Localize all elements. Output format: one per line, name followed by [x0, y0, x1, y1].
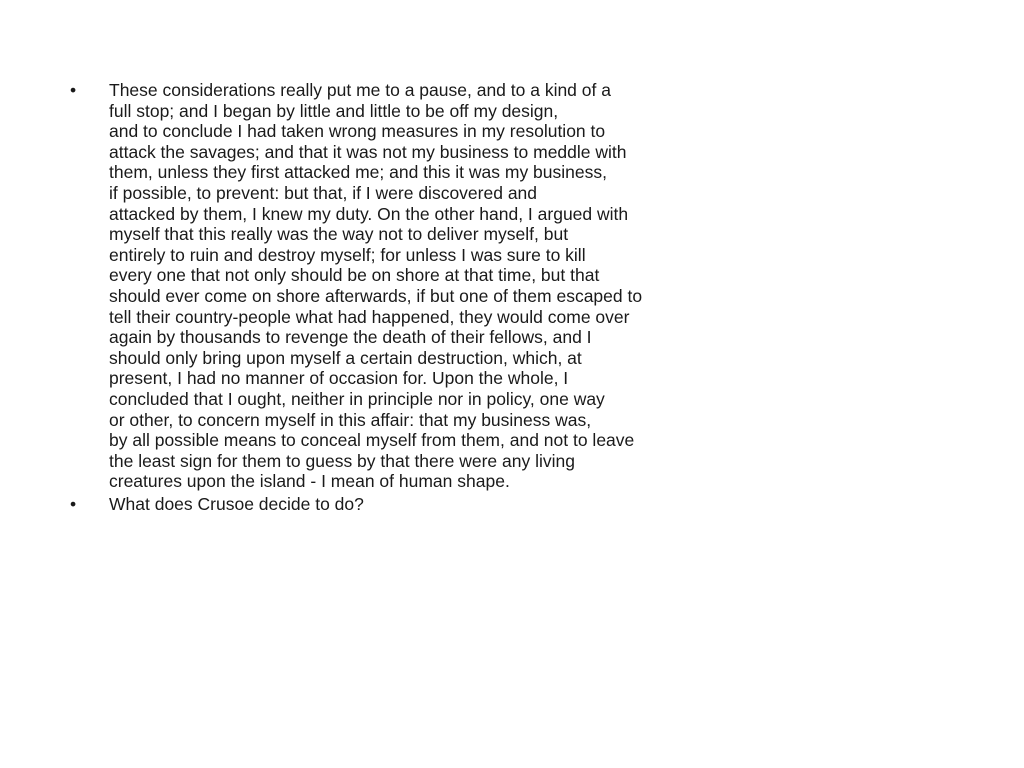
bullet-marker: •: [70, 80, 77, 100]
bullet-list: [70, 80, 790, 516]
text-line: myself that this really was the way not to deliver myself, but: [109, 224, 569, 245]
text-line: by all possible means to conceal myself from them, and not to leave: [109, 430, 635, 451]
text-line: the least sign for them to guess by that there were any living: [109, 450, 575, 471]
text-line: them, unless they first attacked me; and this it was my business,: [109, 162, 607, 183]
question-text: [109, 494, 790, 515]
text-line: attack the savages; and that it was not my business to meddle with: [109, 141, 627, 162]
text-line: What does Crusoe decide to do?: [109, 493, 364, 514]
text-line: should only bring upon myself a certain destruction, which, at: [109, 347, 582, 368]
text-line: concluded that I ought, neither in principle nor in policy, one way: [109, 388, 605, 409]
text-line: if possible, to prevent: but that, if I were discovered and: [109, 182, 538, 203]
text-line: present, I had no manner of occasion for. Upon the whole, I: [109, 368, 569, 389]
text-line: again by thousands to revenge the death of their fellows, and I: [109, 327, 592, 348]
text-line: should ever come on shore afterwards, if but one of them escaped to: [109, 285, 643, 306]
bullet-item-passage: [70, 80, 790, 492]
text-line: tell their country-people what had happened, they would come over: [109, 306, 630, 327]
text-line: every one that not only should be on shore at that time, but that: [109, 265, 600, 286]
text-line: or other, to concern myself in this affair: that my business was,: [109, 409, 592, 430]
text-line: creatures upon the island - I mean of human shape.: [109, 471, 510, 492]
text-line: These considerations really put me to a pause, and to a kind of a: [109, 80, 611, 100]
passage-text: [109, 80, 790, 492]
text-line: attacked by them, I knew my duty. On the other hand, I argued with: [109, 203, 629, 224]
text-line: full stop; and I began by little and little to be off my design,: [109, 100, 559, 121]
text-line: and to conclude I had taken wrong measures in my resolution to: [109, 121, 606, 142]
text-line: entirely to ruin and destroy myself; for unless I was sure to kill: [109, 244, 586, 265]
bullet-item-question: [70, 494, 790, 515]
bullet-marker: •: [70, 493, 77, 514]
